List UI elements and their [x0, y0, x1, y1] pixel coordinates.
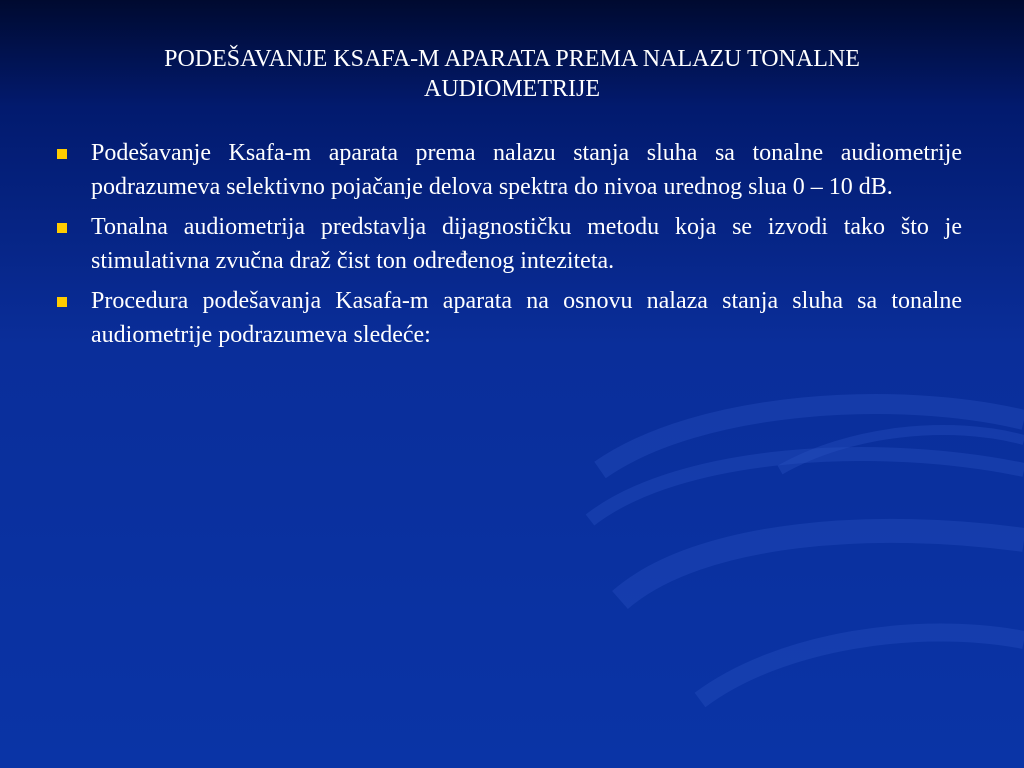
bullet-item — [52, 284, 962, 352]
bullet-list — [52, 136, 962, 358]
slide-title: PODEŠAVANJE KSAFA-M APARATA PREMA NALAZU TONALNE AUDIOMETRIJE — [164, 46, 860, 102]
square-bullet-icon — [57, 297, 67, 307]
bullet-item — [52, 136, 962, 204]
bullet-text: Tonalna audiometrija predstavlja dijagnostičku metodu koja se izvodi tako što je stimulativna zvučna draž čist ton određenog inteziteta. — [91, 214, 962, 274]
bullet-item — [52, 210, 962, 278]
square-bullet-icon — [57, 223, 67, 233]
bullet-text: Podešavanje Ksafa-m aparata prema nalazu stanja sluha sa tonalne audiometrije podrazumeva selektivno pojačanje delova spektra do nivoa urednog slua 0 – 10 dB. — [91, 140, 962, 200]
bullet-text: Procedura podešavanja Kasafa-m aparata na osnovu nalaza stanja sluha sa tonalne audiometrije podrazumeva sledeće: — [91, 288, 962, 348]
square-bullet-icon — [57, 149, 67, 159]
